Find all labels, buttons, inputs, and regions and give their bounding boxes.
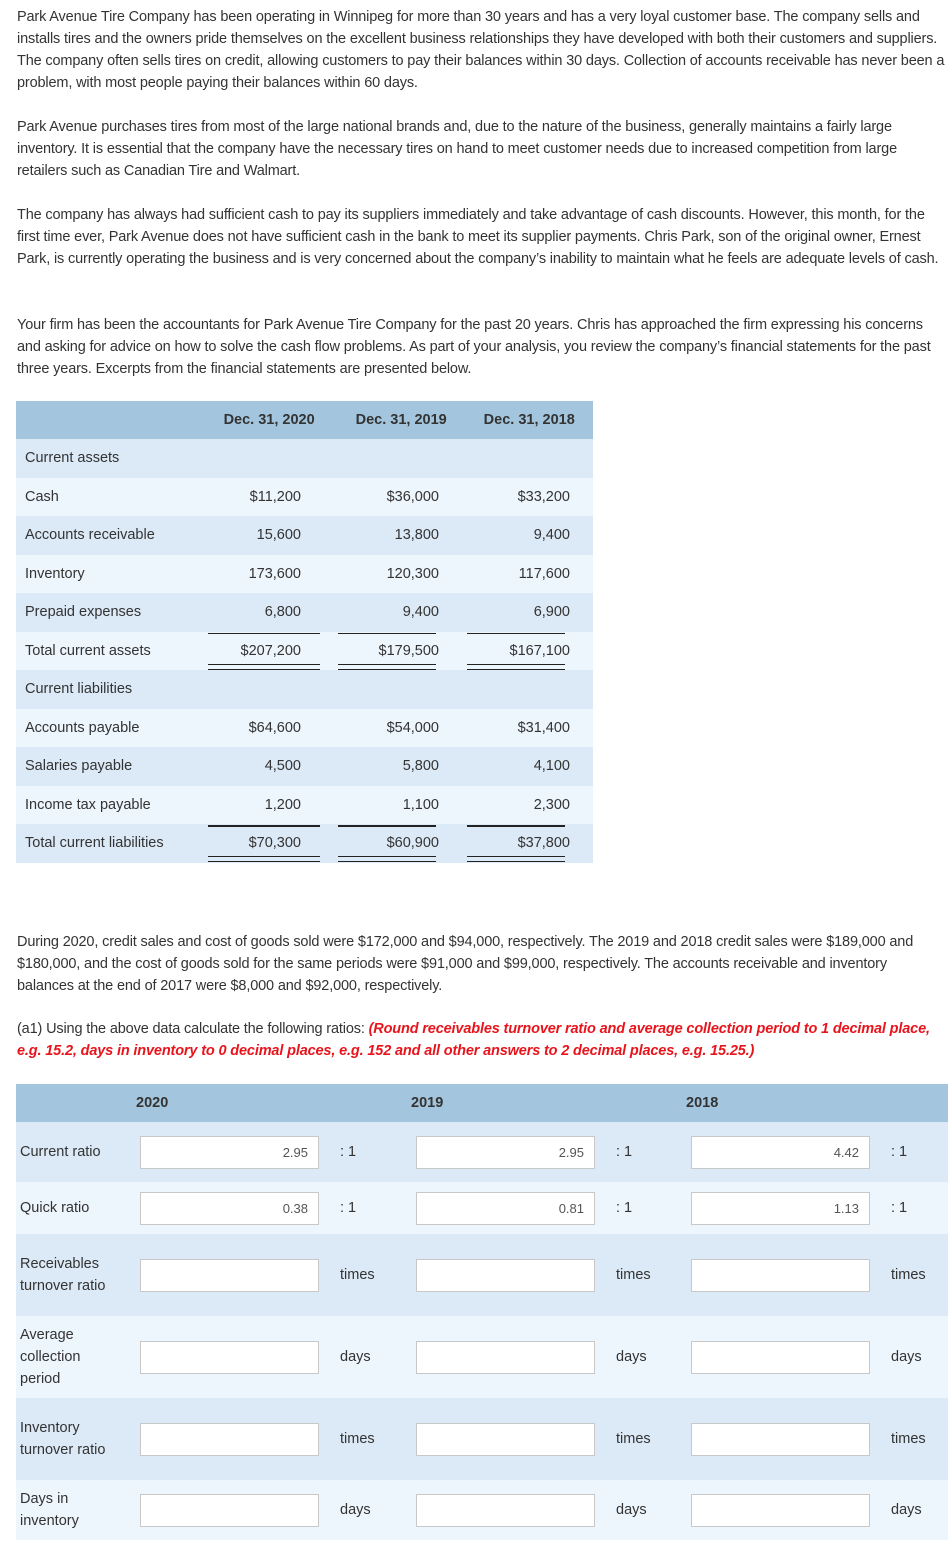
statement-row-label: Total current assets (25, 642, 151, 659)
ratio-input-2018[interactable] (691, 1423, 870, 1456)
ratio-unit: : 1 (340, 1200, 357, 1216)
ratio-unit: days (616, 1502, 647, 1518)
ratio-unit: times (340, 1431, 375, 1447)
statement-value: 117,600 (518, 565, 570, 582)
ratio-unit: times (891, 1431, 926, 1447)
ratio-unit: : 1 (891, 1200, 908, 1216)
statement-row (16, 593, 593, 632)
ratio-unit: days (340, 1349, 371, 1365)
ratio-input-2019[interactable] (416, 1423, 595, 1456)
ratio-unit: days (891, 1502, 922, 1518)
statement-value: 120,300 (386, 565, 439, 582)
statement-value: 173,600 (248, 565, 301, 582)
statement-row (16, 670, 593, 709)
statement-value: $179,500 (334, 643, 463, 659)
intro-paragraph-2: Park Avenue purchases tires from most of the large national brands and, due to the nature of the business, generally maintains a fairly large inventory. It is essential that the company have the necessary tires on hand to meet customer needs due to increased competition from large retailers such as Canadian Tire and Walmart. (17, 119, 897, 179)
ratios-header-row (16, 1084, 948, 1122)
statement-value: $37,800 (463, 835, 593, 851)
ratio-unit: times (340, 1267, 375, 1283)
ratio-label: Receivables turnover ratio (20, 1256, 106, 1294)
ratios-table (16, 1084, 948, 1540)
question-text: (a1) Using the above data calculate the following ratios: (Round receivables turnover ratio and average collection period to 1 decimal place, e.g. 15.2, days in inventory to 0 decimal places, e.g. 152 and all other answers to 2 decimal places, e.g. 15.25.) (17, 1021, 930, 1059)
statement-row (16, 516, 593, 555)
ratio-input-2019[interactable] (416, 1341, 595, 1374)
year-2019-header: 2019 (411, 1095, 444, 1111)
statement-row (16, 478, 593, 517)
ratio-input-2020[interactable] (140, 1192, 319, 1225)
statement-row (16, 824, 593, 863)
statement-value: $207,200 (206, 643, 334, 659)
ratio-label: Current ratio (20, 1144, 101, 1160)
rounding-instruction: (Round receivables turnover ratio and average collection period to 1 decimal place, e.g. 15.2, days in inventory to 0 decimal places, e.g. 152 and all other answers to 2 decimal places, e.g. 15.25.) (17, 1021, 930, 1059)
statement-value: 13,800 (394, 527, 439, 544)
ratio-unit: : 1 (616, 1200, 633, 1216)
ratio-row (16, 1234, 948, 1316)
statement-row (16, 439, 593, 478)
statement-row-label: Salaries payable (25, 758, 133, 775)
header-2020: Dec. 31, 2020 (223, 412, 315, 428)
header-2018: Dec. 31, 2018 (483, 412, 575, 428)
ratio-row (16, 1122, 948, 1182)
statement-value: 6,800 (264, 604, 301, 621)
ratio-row (16, 1182, 948, 1234)
ratio-input-2018[interactable] (691, 1192, 870, 1225)
intro-paragraph-4: Your firm has been the accountants for Park Avenue Tire Company for the past 20 years. Chris has approached the firm expressing his concerns and asking for advice on how to solve the cash flow problems. As part of your analysis, you review the company’s financial statements for the past three years. Excerpts from the financial statements are presented below. (17, 317, 931, 377)
ratio-input-2020[interactable] (140, 1341, 319, 1374)
ratio-input-2019[interactable] (416, 1494, 595, 1527)
statement-value: $36,000 (386, 488, 439, 505)
statement-row-label: Current assets (25, 450, 120, 467)
ratio-unit: times (616, 1431, 651, 1447)
statement-row-label: Accounts receivable (25, 527, 155, 544)
statement-value: 1,100 (402, 796, 439, 813)
statement-value: 9,400 (402, 604, 439, 621)
statement-row-label: Current liabilities (25, 681, 133, 698)
ratio-unit: : 1 (340, 1144, 357, 1160)
ratio-unit: days (891, 1349, 922, 1365)
ratio-input-2018[interactable] (691, 1259, 870, 1292)
details-paragraph: During 2020, credit sales and cost of goods sold were $172,000 and $94,000, respectively. The 2019 and 2018 credit sales were $189,000 and $180,000, and the cost of goods sold for the same periods were $91,000 and $99,000, respectively. The accounts receivable and inventory balances at the end of 2017 were $8,000 and $92,000, respectively. (17, 934, 914, 994)
statement-row (16, 632, 593, 671)
ratio-unit: : 1 (891, 1144, 908, 1160)
financial-statement-table (16, 401, 593, 863)
statement-value: $70,300 (206, 835, 334, 851)
statement-value: $54,000 (386, 719, 439, 736)
statement-row (16, 747, 593, 786)
ratio-input-2019[interactable] (416, 1192, 595, 1225)
ratio-label: Quick ratio (20, 1200, 90, 1216)
statement-row-label: Inventory (25, 565, 85, 582)
statement-row-label: Income tax payable (25, 796, 151, 813)
statement-row (16, 709, 593, 748)
statement-header-row (16, 401, 593, 439)
ratio-input-2018[interactable] (691, 1136, 870, 1169)
statement-value: $167,100 (463, 643, 593, 659)
ratio-unit: days (340, 1502, 371, 1518)
ratio-row (16, 1480, 948, 1540)
ratio-label: Days in inventory (20, 1491, 79, 1529)
statement-value: $31,400 (517, 719, 570, 736)
ratio-input-2020[interactable] (140, 1494, 319, 1527)
ratio-input-2019[interactable] (416, 1259, 595, 1292)
statement-row-label: Accounts payable (25, 719, 140, 736)
ratio-input-2018[interactable] (691, 1341, 870, 1374)
ratio-input-2020[interactable] (140, 1259, 319, 1292)
statement-row-label: Cash (25, 488, 59, 505)
statement-row (16, 786, 593, 825)
ratio-label: Inventory turnover ratio (20, 1420, 106, 1458)
year-2018-header: 2018 (686, 1095, 719, 1111)
ratio-row (16, 1316, 948, 1398)
ratio-label: Average collection period (20, 1327, 81, 1387)
ratio-input-2020[interactable] (140, 1136, 319, 1169)
ratio-input-2018[interactable] (691, 1494, 870, 1527)
ratio-unit: : 1 (616, 1144, 633, 1160)
ratio-unit: times (891, 1267, 926, 1283)
statement-row-label: Prepaid expenses (25, 604, 142, 621)
statement-value: $33,200 (517, 488, 570, 505)
statement-value: 6,900 (533, 604, 570, 621)
ratio-row (16, 1398, 948, 1480)
statement-value: $11,200 (249, 488, 301, 505)
statement-row (16, 555, 593, 594)
statement-value: 4,500 (264, 758, 301, 775)
ratio-input-2020[interactable] (140, 1423, 319, 1456)
statement-value: 2,300 (533, 796, 570, 813)
ratio-unit: days (616, 1349, 647, 1365)
header-2019: Dec. 31, 2019 (355, 412, 447, 428)
ratio-input-2019[interactable] (416, 1136, 595, 1169)
statement-value: $60,900 (334, 835, 463, 851)
statement-value: $64,600 (248, 719, 301, 736)
statement-value: 15,600 (256, 527, 301, 544)
intro-paragraph-3: The company has always had sufficient cash to pay its suppliers immediately and take advantage of cash discounts. However, this month, for the first time ever, Park Avenue does not have sufficient cash in the bank to meet its supplier payments. Chris Park, son of the original owner, Ernest Park, is currently operating the business and is very concerned about the company’s inability to maintain what he feels are adequate levels of cash. (17, 207, 939, 267)
year-2020-header: 2020 (136, 1095, 169, 1111)
statement-value: 5,800 (402, 758, 439, 775)
intro-paragraph-1: Park Avenue Tire Company has been operating in Winnipeg for more than 30 years and has a very loyal customer base. The company sells and installs tires and the owners pride themselves on the excellent business relationships they have developed with both their customers and suppliers. The company often sells tires on credit, allowing customers to pay their balances within 30 days. Collection of accounts receivable has never been a problem, with most people paying their balances within 60 days. (17, 9, 945, 91)
statement-value: 9,400 (533, 527, 570, 544)
statement-row-label: Total current liabilities (25, 835, 164, 852)
ratio-unit: times (616, 1267, 651, 1283)
statement-value: 1,200 (264, 796, 301, 813)
statement-value: 4,100 (533, 758, 570, 775)
